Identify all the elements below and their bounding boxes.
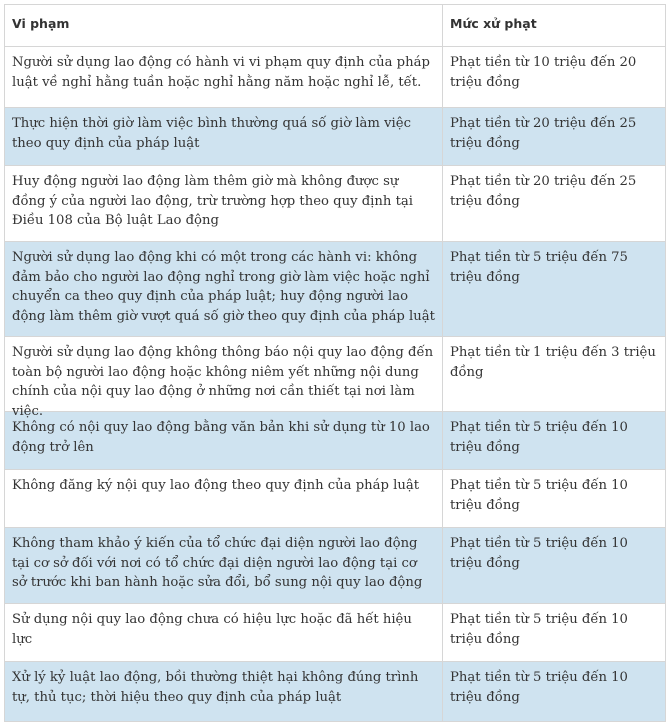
violation-cell: Người sử dụng lao động có hành vi vi phạm quy định của pháp luật về nghỉ hằng tuần hoặc nghỉ hằng năm hoặc nghỉ lễ, tết. [5, 47, 443, 107]
penalty-cell: Phạt tiền từ 20 triệu đến 25 triệu đồng [450, 116, 637, 151]
penalty-cell: Phạt tiền từ 5 triệu đến 10 triệu đồng [450, 420, 628, 455]
table-row [5, 604, 665, 662]
table-row [5, 337, 665, 419]
table-row [5, 166, 665, 242]
violation-cell: Huy động người lao động làm thêm giờ mà không được sự đồng ý của người lao động, trừ trường hợp theo quy định tại Điều 108 của Bộ luật Lao động [5, 166, 443, 241]
penalty-cell: Phạt tiền từ 1 triệu đến 3 triệu đồng [450, 345, 656, 380]
table-row [5, 662, 665, 721]
penalty-cell: Phạt tiền từ 5 triệu đến 10 triệu đồng [450, 478, 628, 513]
table-header-row [5, 5, 665, 47]
header-violation: Vi phạm [5, 5, 443, 46]
table-row [5, 108, 665, 166]
table-row [5, 528, 665, 604]
penalty-cell: Phạt tiền từ 5 triệu đến 10 triệu đồng [450, 670, 628, 705]
violation-cell: Không có nội quy lao động bằng văn bản khi sử dụng từ 10 lao động trở lên [5, 412, 443, 469]
penalty-cell: Phạt tiền từ 5 triệu đến 10 triệu đồng [450, 612, 628, 647]
violation-cell: Người sử dụng lao động khi có một trong các hành vi: không đảm bảo cho người lao động nghỉ trong giờ làm việc hoặc nghỉ chuyển ca theo quy định của pháp luật; huy động người lao động làm thêm giờ vượt quá số giờ theo quy định của pháp luật [5, 242, 443, 336]
violation-cell: Không tham khảo ý kiến của tổ chức đại diện người lao động tại cơ sở đối với nơi có tổ chức đại diện người lao động tại cơ sở trước khi ban hành hoặc sửa đổi, bổ sung nội quy lao động [5, 528, 443, 603]
violation-cell: Xử lý kỷ luật lao động, bồi thường thiệt hại không đúng trình tự, thủ tục; thời hiệu theo quy định của pháp luật [5, 662, 443, 721]
violation-cell: Thực hiện thời giờ làm việc bình thường quá số giờ làm việc theo quy định của pháp luật [5, 108, 443, 165]
header-penalty: Mức xử phạt [450, 16, 537, 31]
violation-cell: Không đăng ký nội quy lao động theo quy định của pháp luật [5, 470, 443, 527]
violation-cell: Sử dụng nội quy lao động chưa có hiệu lực hoặc đã hết hiệu lực [5, 604, 443, 661]
table-row [5, 47, 665, 108]
table-row [5, 242, 665, 337]
penalty-cell: Phạt tiền từ 20 triệu đến 25 triệu đồng [450, 174, 637, 209]
penalty-cell: Phạt tiền từ 5 triệu đến 10 triệu đồng [450, 536, 628, 571]
penalty-cell: Phạt tiền từ 10 triệu đến 20 triệu đồng [450, 55, 637, 90]
table-row [5, 470, 665, 528]
violation-cell: Người sử dụng lao động không thông báo nội quy lao động đến toàn bộ người lao động hoặc không niêm yết những nội dung chính của nội quy lao động ở những nơi cần thiết tại nơi làm việc. [5, 337, 443, 411]
table-row [5, 412, 665, 470]
penalty-cell: Phạt tiền từ 5 triệu đến 75 triệu đồng [450, 250, 628, 285]
penalty-table [4, 4, 666, 722]
